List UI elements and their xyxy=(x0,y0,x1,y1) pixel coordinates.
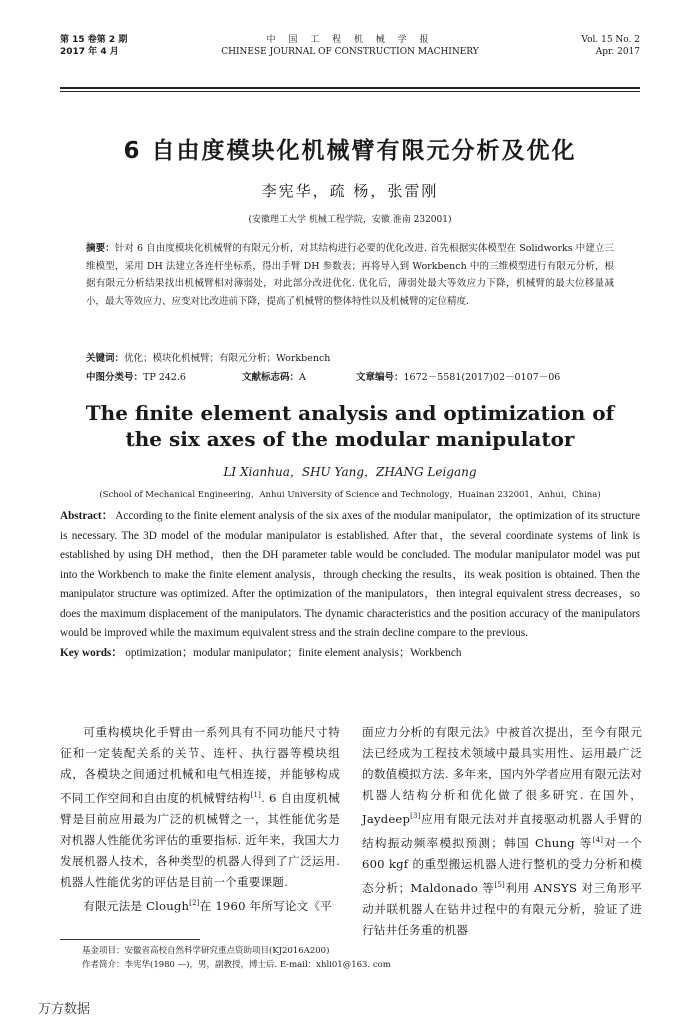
article-number xyxy=(356,369,560,387)
citation-3: [3] xyxy=(410,812,421,820)
paper-title-en xyxy=(40,400,660,452)
body-text: 应用有限元法对并直接驱动机器人手臂的结构振动频率模拟预测；韩国 Chung 等 xyxy=(362,811,642,850)
body-text: 对一个 600 kgf 的重型搬运机器人进行整机的受力分析和模态分析；Maldonado 等 xyxy=(362,835,642,895)
affiliation-en: (School of Mechanical Engineering，Anhui University of Science and Technology，Huainan 232001，Anhui，China) xyxy=(99,490,601,500)
header-center xyxy=(60,34,640,58)
journal-header xyxy=(60,34,640,74)
header-rule-thin xyxy=(60,91,640,92)
abstract-en-label: Abstract： xyxy=(60,510,114,522)
abstract-en xyxy=(60,507,640,663)
body-text: 面应力分析的有限元法》中被首次提出，至今有限元法已经成为工程技术领域中最具实用性、运用最广泛的数值模拟方法. 多年来，国内外学者应用有限元法对机器人结构分析和优化做了很多研究. 在国外，Jaydeep xyxy=(362,725,642,826)
keywords-cn-text: 优化；模块化机械臂；有限元分析；Workbench xyxy=(124,353,331,364)
authors-en: LI Xianhua，SHU Yang，ZHANG Leigang xyxy=(223,465,477,479)
abstract-cn-text: 针对 6 自由度模块化机械臂的有限元分析，对其结构进行必要的优化改进. 首先根据实体模型在 Solidworks 中建立三维模型，采用 DH 法建立各连杆坐标系，得出手臂 DH 参数表；再将导入到 Workbench 中的三维模型进行有限元分析，根据有限元分析结果找出机械臂相对薄弱处，对此部分改进优化. 优化后，薄弱处最大等效应力下降，机械臂的最大位移量减小，最大等效应力、应变对比改进前下降，提高了机械臂的整体特性以及机械臂的定位精度. xyxy=(86,243,614,307)
abstract-cn xyxy=(86,240,614,310)
paper-title-en-line1: The finite element analysis and optimization of xyxy=(85,401,615,425)
footnote-rule xyxy=(60,939,200,940)
abstract-en-text: According to the finite element analysis of the six axes of the modular manipulator，the optimization of its structure is necessary. The 3D model of the modular manipulator is established. After that，the several coordinate systems of link is established by using DH method，then the DH parameter table would be concluded. The modular manipulator model was put into the Workbench to make the finite element analysis，through checking the results，its weak position is obtained. Then the manipulator structure was optimized. After the optimization of the manipulators，then integral equivalent stress decreases，so does the maximum displacement of the manipulators. The dynamic characteristics and the position accuracy of the manipulators would be improved while the maximum equivalent stress and the strain decline compare to the previous. xyxy=(60,510,640,639)
body-paragraph-2 xyxy=(60,893,340,917)
date-en: Apr. 2017 xyxy=(595,47,640,57)
body-column-right xyxy=(362,722,642,941)
header-rule-thick xyxy=(60,87,640,89)
citation-4: [4] xyxy=(592,835,604,844)
volume-cn: 第 15 卷第 2 期 xyxy=(60,35,128,45)
keywords-en xyxy=(60,644,640,664)
article-value: 1672－5581(2017)02－0107－06 xyxy=(403,372,561,383)
doc-value: A xyxy=(299,372,306,383)
body-text: 利用 ANSYS 对三角形平动并联机器人在钻井过程中的有限元分析，验证了进行钻井任务重的机器 xyxy=(362,880,642,937)
watermark: 万方数据 xyxy=(38,1002,91,1017)
footnote-author: 作者简介：李宪华(1980 —)，男，副教授，博士后. E-mail：xhli01@163. com xyxy=(82,960,391,970)
body-text: 在 1960 年所写论文《平 xyxy=(199,898,333,913)
article-label: 文章编号： xyxy=(356,372,404,383)
keywords-en-text: optimization；modular manipulator；finite element analysis；Workbench xyxy=(125,646,462,659)
volume-en: Vol. 15 No. 2 xyxy=(581,35,640,45)
citation-1: [1] xyxy=(250,791,262,799)
authors-cn: 李宪华，疏 杨，张雷刚 xyxy=(261,182,439,200)
affiliation-cn: (安徽理工大学 机械工程学院，安徽 淮南 232001) xyxy=(248,215,452,225)
keywords-en-label: Key words： xyxy=(60,646,123,659)
body-paragraph-1 xyxy=(60,722,340,893)
abstract-cn-label: 摘要： xyxy=(86,243,115,254)
doc-code xyxy=(242,369,306,387)
paper-title-en-line2: the six axes of the modular manipulator xyxy=(125,427,575,451)
paper-title-cn: 6 自由度模块化机械臂有限元分析及优化 xyxy=(123,138,577,164)
clc-label: 中图分类号： xyxy=(86,372,144,383)
body-paragraph-3 xyxy=(362,722,642,941)
citation-2: [2] xyxy=(189,898,200,907)
footnote xyxy=(82,944,640,972)
clc-value: TP 242.6 xyxy=(143,372,186,383)
doc-label: 文献标志码： xyxy=(242,372,300,383)
body-text: 有限元法是 Clough xyxy=(83,898,190,913)
keywords-cn-label: 关键词： xyxy=(86,353,125,364)
footnote-fund: 基金项目：安徽省高校自然科学研究重点资助项目(KJ2016A200) xyxy=(82,946,330,956)
date-cn: 2017 年 4 月 xyxy=(60,47,119,57)
body-column-left xyxy=(60,722,340,917)
header-right xyxy=(581,34,640,58)
citation-5: [5] xyxy=(494,880,505,889)
keywords-cn xyxy=(86,350,614,368)
clc-number xyxy=(86,369,186,387)
journal-name-en: CHINESE JOURNAL OF CONSTRUCTION MACHINERY xyxy=(221,47,479,57)
body-text: 可重构模块化手臂由一系列具有不同功能尺寸特征和一定装配关系的关节、连杆、执行器等模块组成，各模块之间通过机械和电气相连接，并能够构成不同工作空间和自由度的机械臂结构 xyxy=(60,725,340,805)
classification-row xyxy=(86,369,614,387)
journal-name-cn: 中 国 工 程 机 械 学 报 xyxy=(266,35,434,45)
body-text: . 6 自由度机械臂是目前应用最为广泛的机械臂之一，其性能优劣是对机器人性能优劣评估的重要指标. 近年来，我国大力发展机器人技术，各种类型的机器人得到了广泛运用. 机器人性能优劣的评估是目前一个重要课题. xyxy=(60,790,340,889)
